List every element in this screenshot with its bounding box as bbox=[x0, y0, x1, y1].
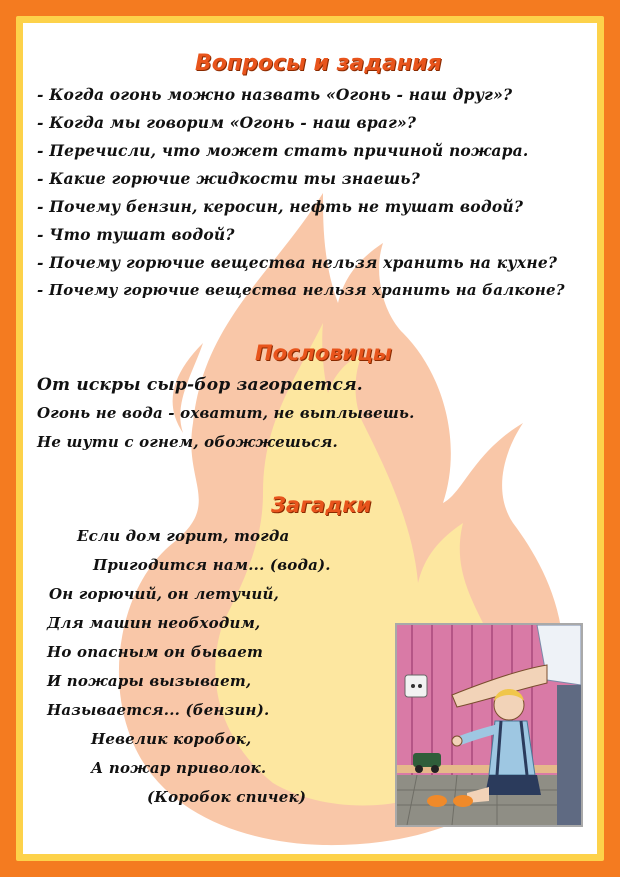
riddle-line: Пригодится нам... (вода). bbox=[93, 556, 331, 574]
riddle-line: Он горючий, он летучий, bbox=[49, 585, 280, 603]
proverbs-title: Пословицы bbox=[255, 341, 392, 365]
riddle-line: (Коробок спичек) bbox=[147, 788, 307, 806]
proverb-item: Огонь не вода - охватит, не выплывешь. bbox=[37, 404, 415, 422]
poster-sheet bbox=[23, 23, 597, 854]
riddle-line: Называется... (бензин). bbox=[47, 701, 270, 719]
poster-inner-border bbox=[16, 16, 604, 861]
proverb-item: От искры сыр-бор загорается. bbox=[37, 375, 363, 395]
riddles-title: Загадки bbox=[271, 493, 372, 517]
riddle-line: Для машин необходим, bbox=[47, 614, 261, 632]
question-item: - Почему бензин, керосин, нефть не тушат водой? bbox=[37, 197, 524, 216]
question-item: - Какие горючие жидкости ты знаешь? bbox=[37, 169, 421, 188]
question-item: - Когда огонь можно назвать «Огонь - наш друг»? bbox=[37, 85, 513, 104]
riddle-line: Если дом горит, тогда bbox=[77, 527, 290, 545]
question-item: - Почему горючие вещества нельзя хранить на кухне? bbox=[37, 253, 558, 272]
riddle-line: А пожар приволок. bbox=[91, 759, 267, 777]
question-item: - Что тушат водой? bbox=[37, 225, 235, 244]
question-item: - Когда мы говорим «Огонь - наш враг»? bbox=[37, 113, 417, 132]
question-item: - Почему горючие вещества нельзя хранить на балконе? bbox=[37, 281, 565, 299]
riddle-line: Но опасным он бывает bbox=[47, 643, 264, 661]
proverb-item: Не шути с огнем, обожжешься. bbox=[37, 433, 338, 451]
child-touching-outlet-illustration bbox=[395, 623, 583, 827]
question-item: - Перечисли, что может стать причиной пожара. bbox=[37, 141, 529, 160]
riddle-line: И пожары вызывает, bbox=[47, 672, 252, 690]
riddle-line: Невелик коробок, bbox=[91, 730, 252, 748]
questions-title: Вопросы и задания bbox=[195, 51, 442, 76]
